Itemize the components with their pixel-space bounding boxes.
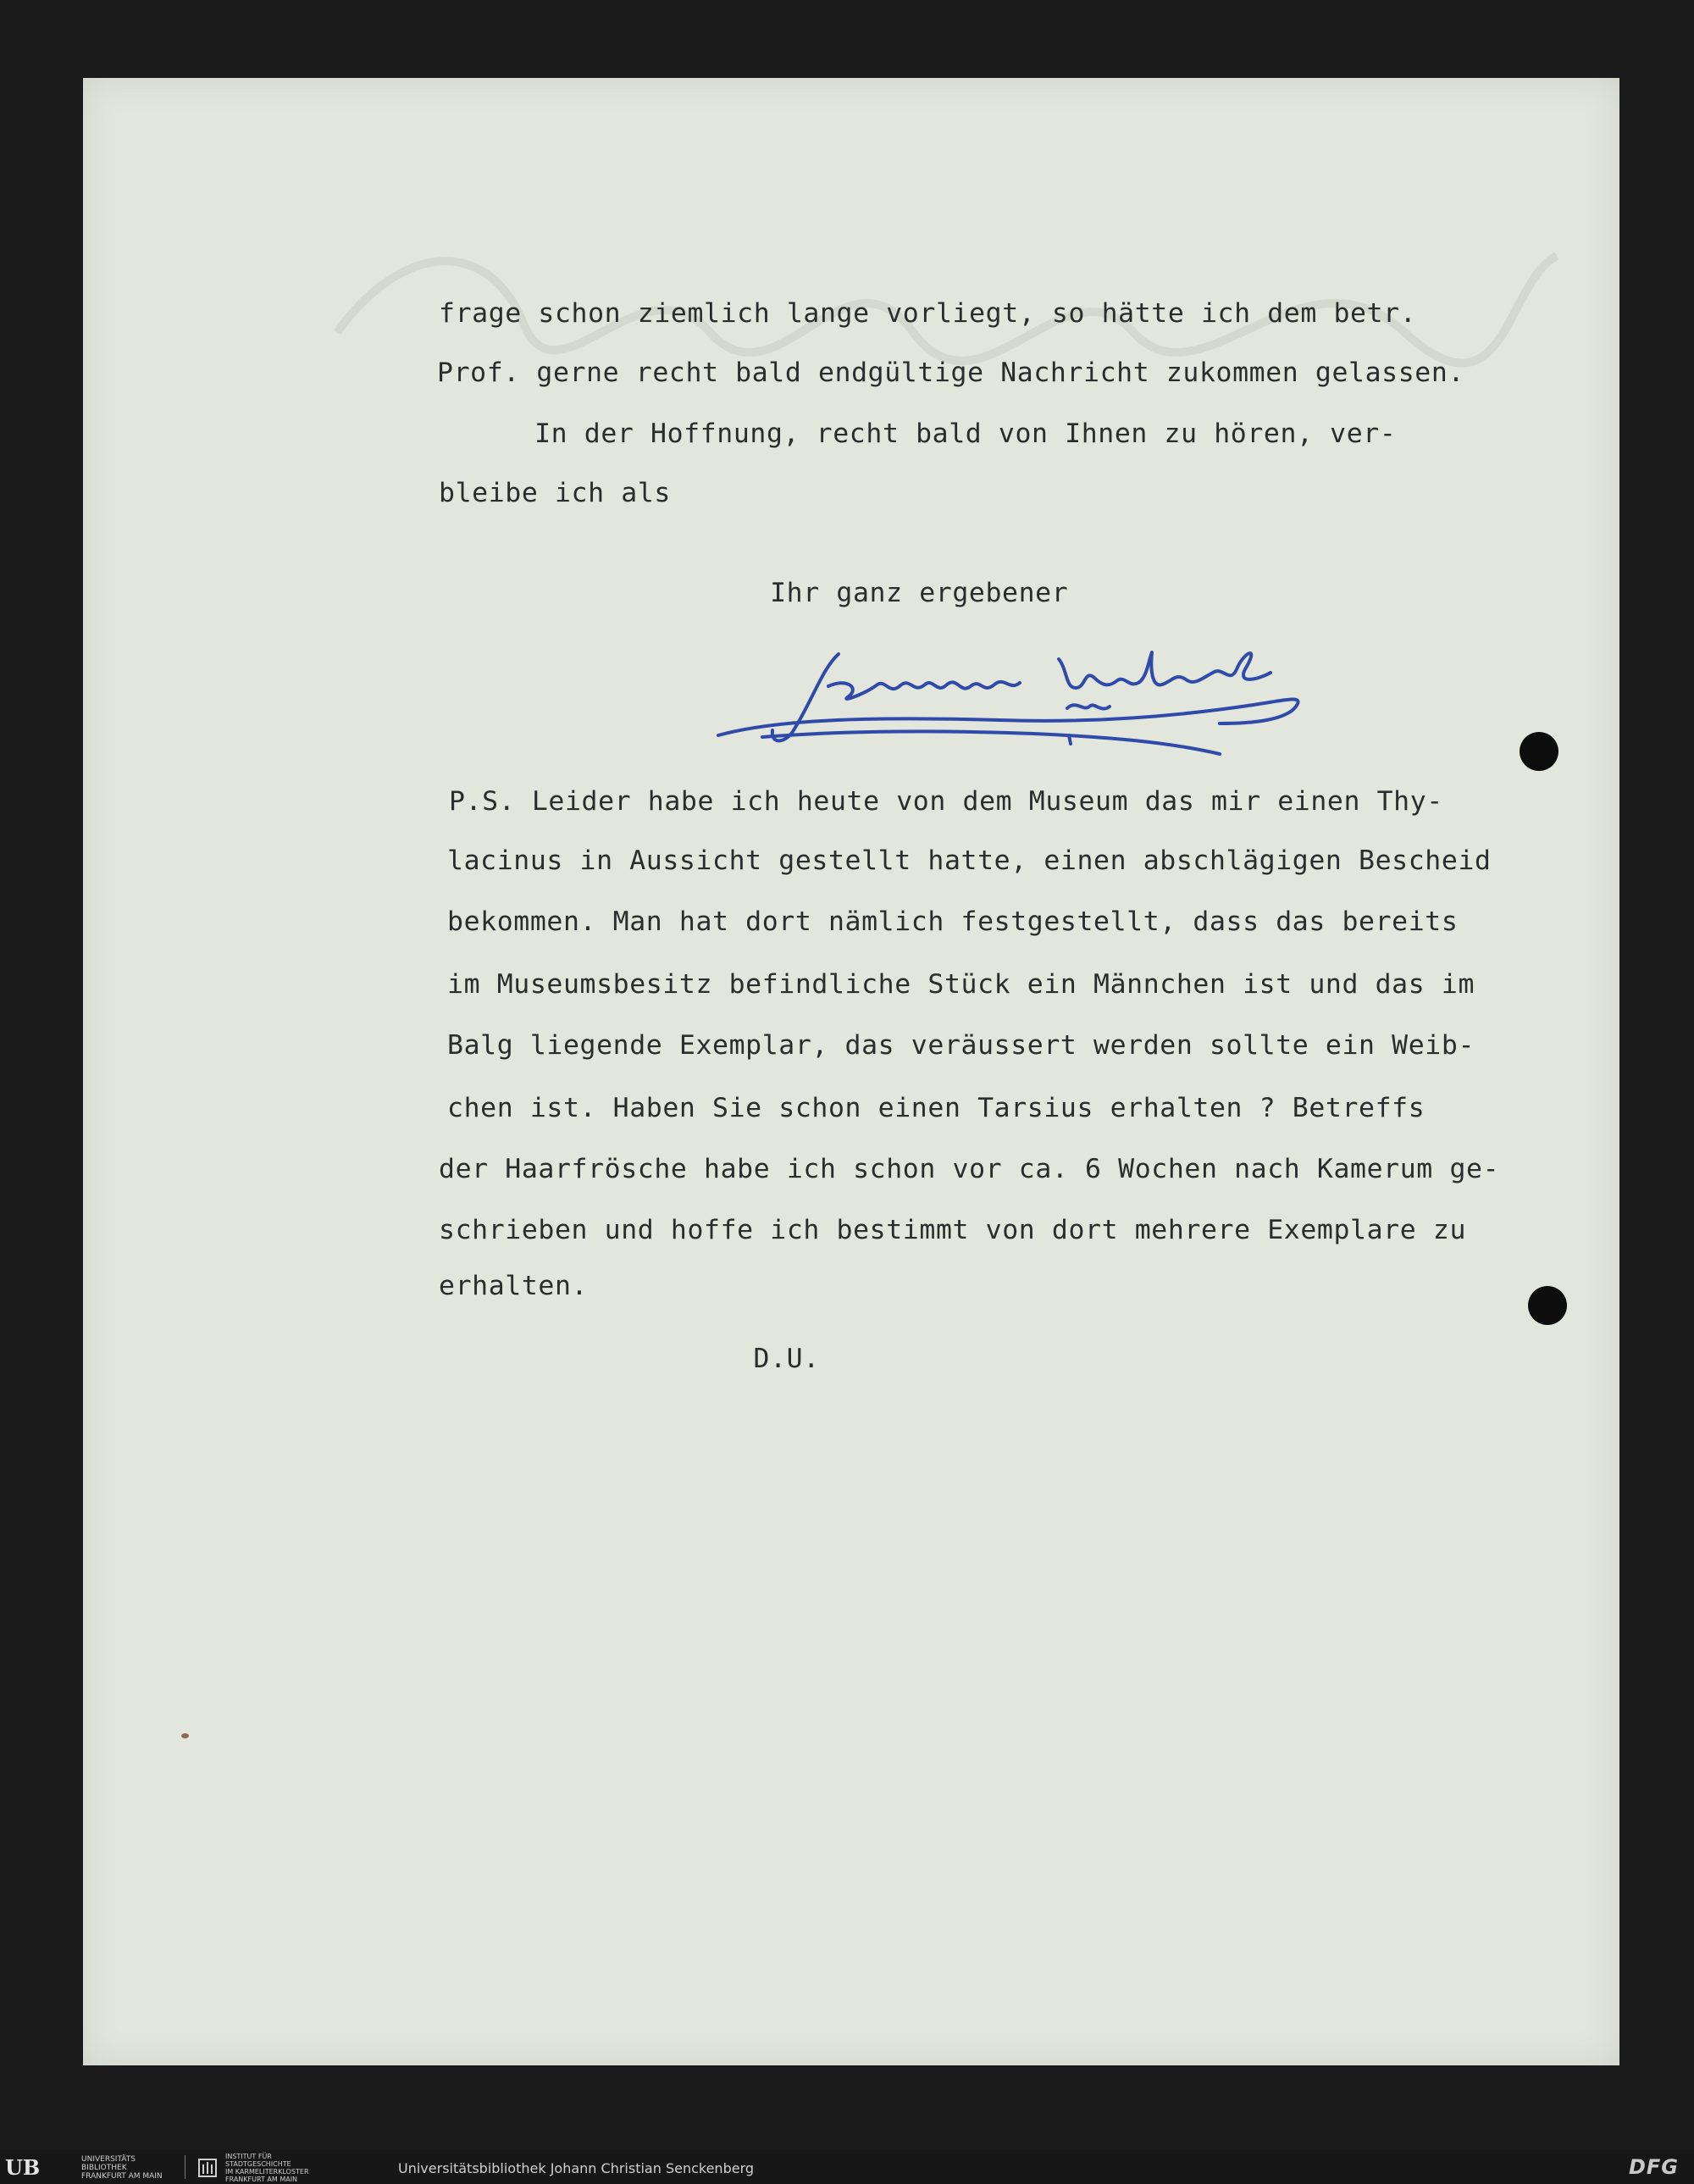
ps-line-4: im Museumsbesitz befindliche Stück ein Männchen ist und das im [447,969,1475,1000]
institute-logo [197,2157,219,2179]
letter-line-1: frage schon ziemlich lange vorliegt, so hätte ich dem betr. [439,298,1417,329]
handwritten-signature [711,635,1423,762]
dfg-logo: DFG [1628,2155,1679,2179]
initials: D.U. [356,1344,820,1374]
ps-line-5: Balg liegende Exemplar, das veräussert werden sollte ein Weib- [447,1030,1475,1061]
ps-line-7: der Haarfrösche habe ich schon vor ca. 6 Wochen nach Kamerum ge- [439,1154,1500,1184]
archive-footer [0,2150,1694,2184]
letter-line-3: In der Hoffnung, recht bald von Ihnen zu hören, ver- [385,419,1397,449]
letter-line-2: Prof. gerne recht bald endgültige Nachricht zukommen gelassen. [437,358,1465,388]
institute-name: INSTITUT FÜR STADTGESCHICHTE IM KARMELITERKLOSTER FRANKFURT AM MAIN [225,2153,309,2183]
ub-name: UNIVERSITÄTS BIBLIOTHEK FRANKFURT AM MAIN [81,2155,163,2181]
library-name: Universitätsbibliothek Johann Christian Senckenberg [398,2160,755,2176]
ps-line-8: schrieben und hoffe ich bestimmt von dort mehrere Exemplare zu [439,1215,1467,1245]
ps-line-3: bekommen. Man hat dort nämlich festgestellt, dass das bereits [447,906,1459,937]
letter-line-4: bleibe ich als [439,478,671,508]
ps-line-2: lacinus in Aussicht gestellt hatte, einen abschlägigen Bescheid [447,845,1492,876]
ps-line-9: erhalten. [439,1271,589,1301]
ps-line-1: P.S. Leider habe ich heute von dem Museum das mir einen Thy- [449,786,1443,817]
paper-speck [181,1733,189,1738]
punch-hole-bottom [1528,1286,1567,1325]
ps-line-6: chen ist. Haben Sie schon einen Tarsius erhalten ? Betreffs [447,1093,1426,1123]
ub-logo: UB [5,2155,41,2180]
punch-hole-top [1520,732,1558,771]
closing-phrase: Ihr ganz ergebener [356,578,1069,608]
